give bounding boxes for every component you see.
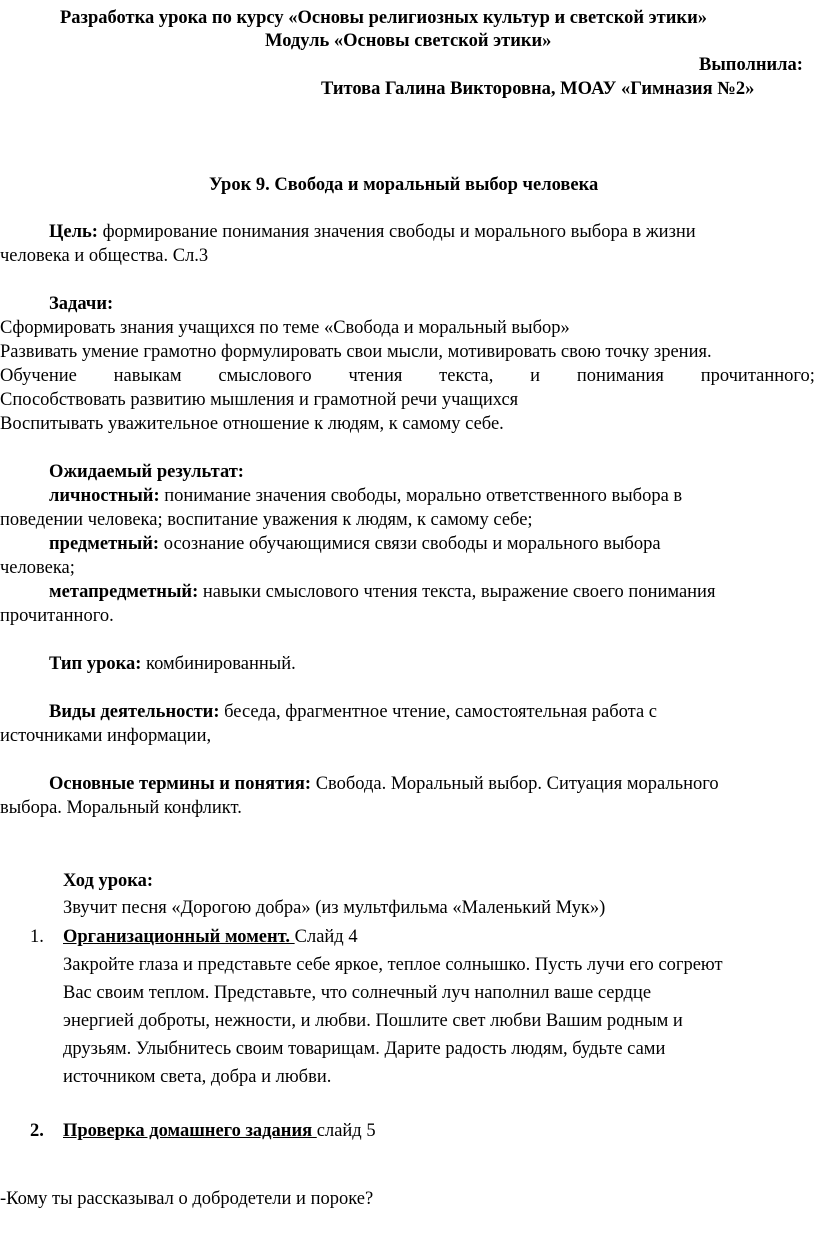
step1-paragraph-line (63, 1068, 331, 1087)
activities-line1 (49, 703, 657, 722)
activities-label: Виды деятельности: (49, 702, 220, 722)
result-personal-text-2: поведении человека; воспитание уважения к людям, к самому себе; (0, 510, 533, 530)
task-item-text-5: Воспитывать уважительное отношение к людям, к самому себе. (0, 414, 504, 434)
author-line-text: Титова Галина Викторовна, МОАУ «Гимназия №2» (321, 79, 755, 99)
result-subject-line2 (0, 559, 75, 578)
terms-line1 (49, 775, 719, 794)
result-personal-line1 (49, 487, 682, 506)
goal-text-1: формирование понимания значения свободы и морального выбора в жизни (97, 222, 696, 242)
task-word: смыслового (218, 366, 312, 386)
step1-paragraph-line (63, 984, 651, 1003)
activities-text-1: беседа, фрагментное чтение, самостоятельная работа с (219, 702, 657, 722)
header-title-line2 (265, 32, 551, 51)
activities-text-2: источниками информации, (0, 726, 212, 746)
tasks-label (49, 295, 113, 314)
task-item-text-2: Развивать умение грамотно формулировать свои мысли, мотивировать свою точку зрения. (0, 342, 712, 362)
course-label-text: Ход урока: (63, 871, 154, 891)
question-text: -Кому ты рассказывал о добродетели и пороке? (0, 1189, 374, 1209)
step2-number (30, 1122, 44, 1141)
task-item (0, 319, 570, 338)
step1-number (30, 928, 44, 947)
step1-title: Организационный момент. (63, 927, 295, 947)
results-label (49, 463, 244, 482)
terms-line2 (0, 799, 242, 818)
step1-slide: Слайд 4 (294, 927, 358, 947)
goal-text-2: человека и общества. Сл.3 (0, 246, 209, 266)
author-label-text: Выполнила: (699, 55, 803, 75)
task-item (0, 415, 504, 434)
question-line (0, 1190, 373, 1209)
lesson-type (49, 655, 296, 674)
step2-slide: слайд 5 (316, 1121, 376, 1141)
step1-paragraph-line (63, 1012, 683, 1031)
course-label (63, 872, 153, 891)
header-title-text-1: Разработка урока по курсу «Основы религиозных культур и светской этики» (60, 8, 707, 28)
step1-paragraph-line (63, 956, 723, 975)
header-title-text-2: Модуль «Основы светской этики» (265, 31, 552, 51)
result-meta-text-1: навыки смыслового чтения текста, выражение своего понимания (198, 582, 716, 602)
result-meta-line2 (0, 607, 114, 626)
step1-number-text: 1. (30, 927, 44, 947)
step1-text-4: друзьям. Улыбнитесь своим товарищам. Дарите радость людям, будьте сами (63, 1039, 666, 1059)
goal-label: Цель: (49, 222, 98, 242)
terms-text-1: Свобода. Моральный выбор. Ситуация морального (311, 774, 719, 794)
goal-line2 (0, 247, 208, 266)
task-item-text-4: Способствовать развитию мышления и грамотной речи учащихся (0, 390, 519, 410)
result-subject-label: предметный: (49, 534, 160, 554)
lesson-type-label: Тип урока: (49, 654, 142, 674)
step1-heading (63, 928, 358, 947)
result-personal-label: личностный: (49, 486, 160, 506)
step1-text-3: энергией доброты, нежности, и любви. Пошлите свет любви Вашим родным и (63, 1011, 683, 1031)
task-word: и (530, 366, 541, 386)
task-item-justified (0, 367, 815, 386)
result-subject-line1 (49, 535, 661, 554)
activities-line2 (0, 727, 211, 746)
step2-title: Проверка домашнего задания (63, 1121, 317, 1141)
task-word: понимания (576, 366, 664, 386)
result-personal-text-1: понимание значения свободы, морально ответственного выбора в (159, 486, 683, 506)
course-song (63, 899, 605, 918)
task-item-text-1: Сформировать знания учащихся по теме «Свобода и моральный выбор» (0, 318, 570, 338)
step1-text-2: Вас своим теплом. Представьте, что солнечный луч наполнил ваше сердце (63, 983, 652, 1003)
step1-text-1: Закройте глаза и представьте себе яркое, теплое солнышко. Пусть лучи его согреют (63, 955, 723, 975)
result-meta-text-2: прочитанного. (0, 606, 114, 626)
task-word: навыкам (113, 366, 182, 386)
task-item (0, 391, 518, 410)
lesson-title-text: Урок 9. Свобода и моральный выбор человека (209, 175, 599, 195)
task-word: текста, (439, 366, 494, 386)
results-label-text: Ожидаемый результат: (49, 462, 244, 482)
task-word: чтения (348, 366, 403, 386)
step2-number-text: 2. (30, 1121, 44, 1141)
lesson-title (209, 176, 598, 195)
step1-text-5: источником света, добра и любви. (63, 1067, 332, 1087)
task-word: прочитанного; (700, 366, 815, 386)
result-meta-label: метапредметный: (49, 582, 199, 602)
result-subject-text-1: осознание обучающимися связи свободы и морального выбора (159, 534, 661, 554)
step1-paragraph-line (63, 1040, 665, 1059)
course-song-text: Звучит песня «Дорогою добра» (из мультфильма «Маленький Мук») (63, 898, 606, 918)
result-subject-text-2: человека; (0, 558, 75, 578)
goal-line1 (49, 223, 696, 242)
lesson-type-value: комбинированный. (141, 654, 296, 674)
result-personal-line2 (0, 511, 533, 530)
task-word: Обучение (0, 366, 77, 386)
terms-text-2: выбора. Моральный конфликт. (0, 798, 242, 818)
tasks-label-text: Задачи: (49, 294, 114, 314)
step2-heading (63, 1122, 376, 1141)
task-item (0, 343, 712, 362)
terms-label: Основные термины и понятия: (49, 774, 312, 794)
author-line (321, 80, 754, 99)
header-title-line1 (60, 9, 707, 28)
result-meta-line1 (49, 583, 715, 602)
author-label (699, 56, 803, 75)
